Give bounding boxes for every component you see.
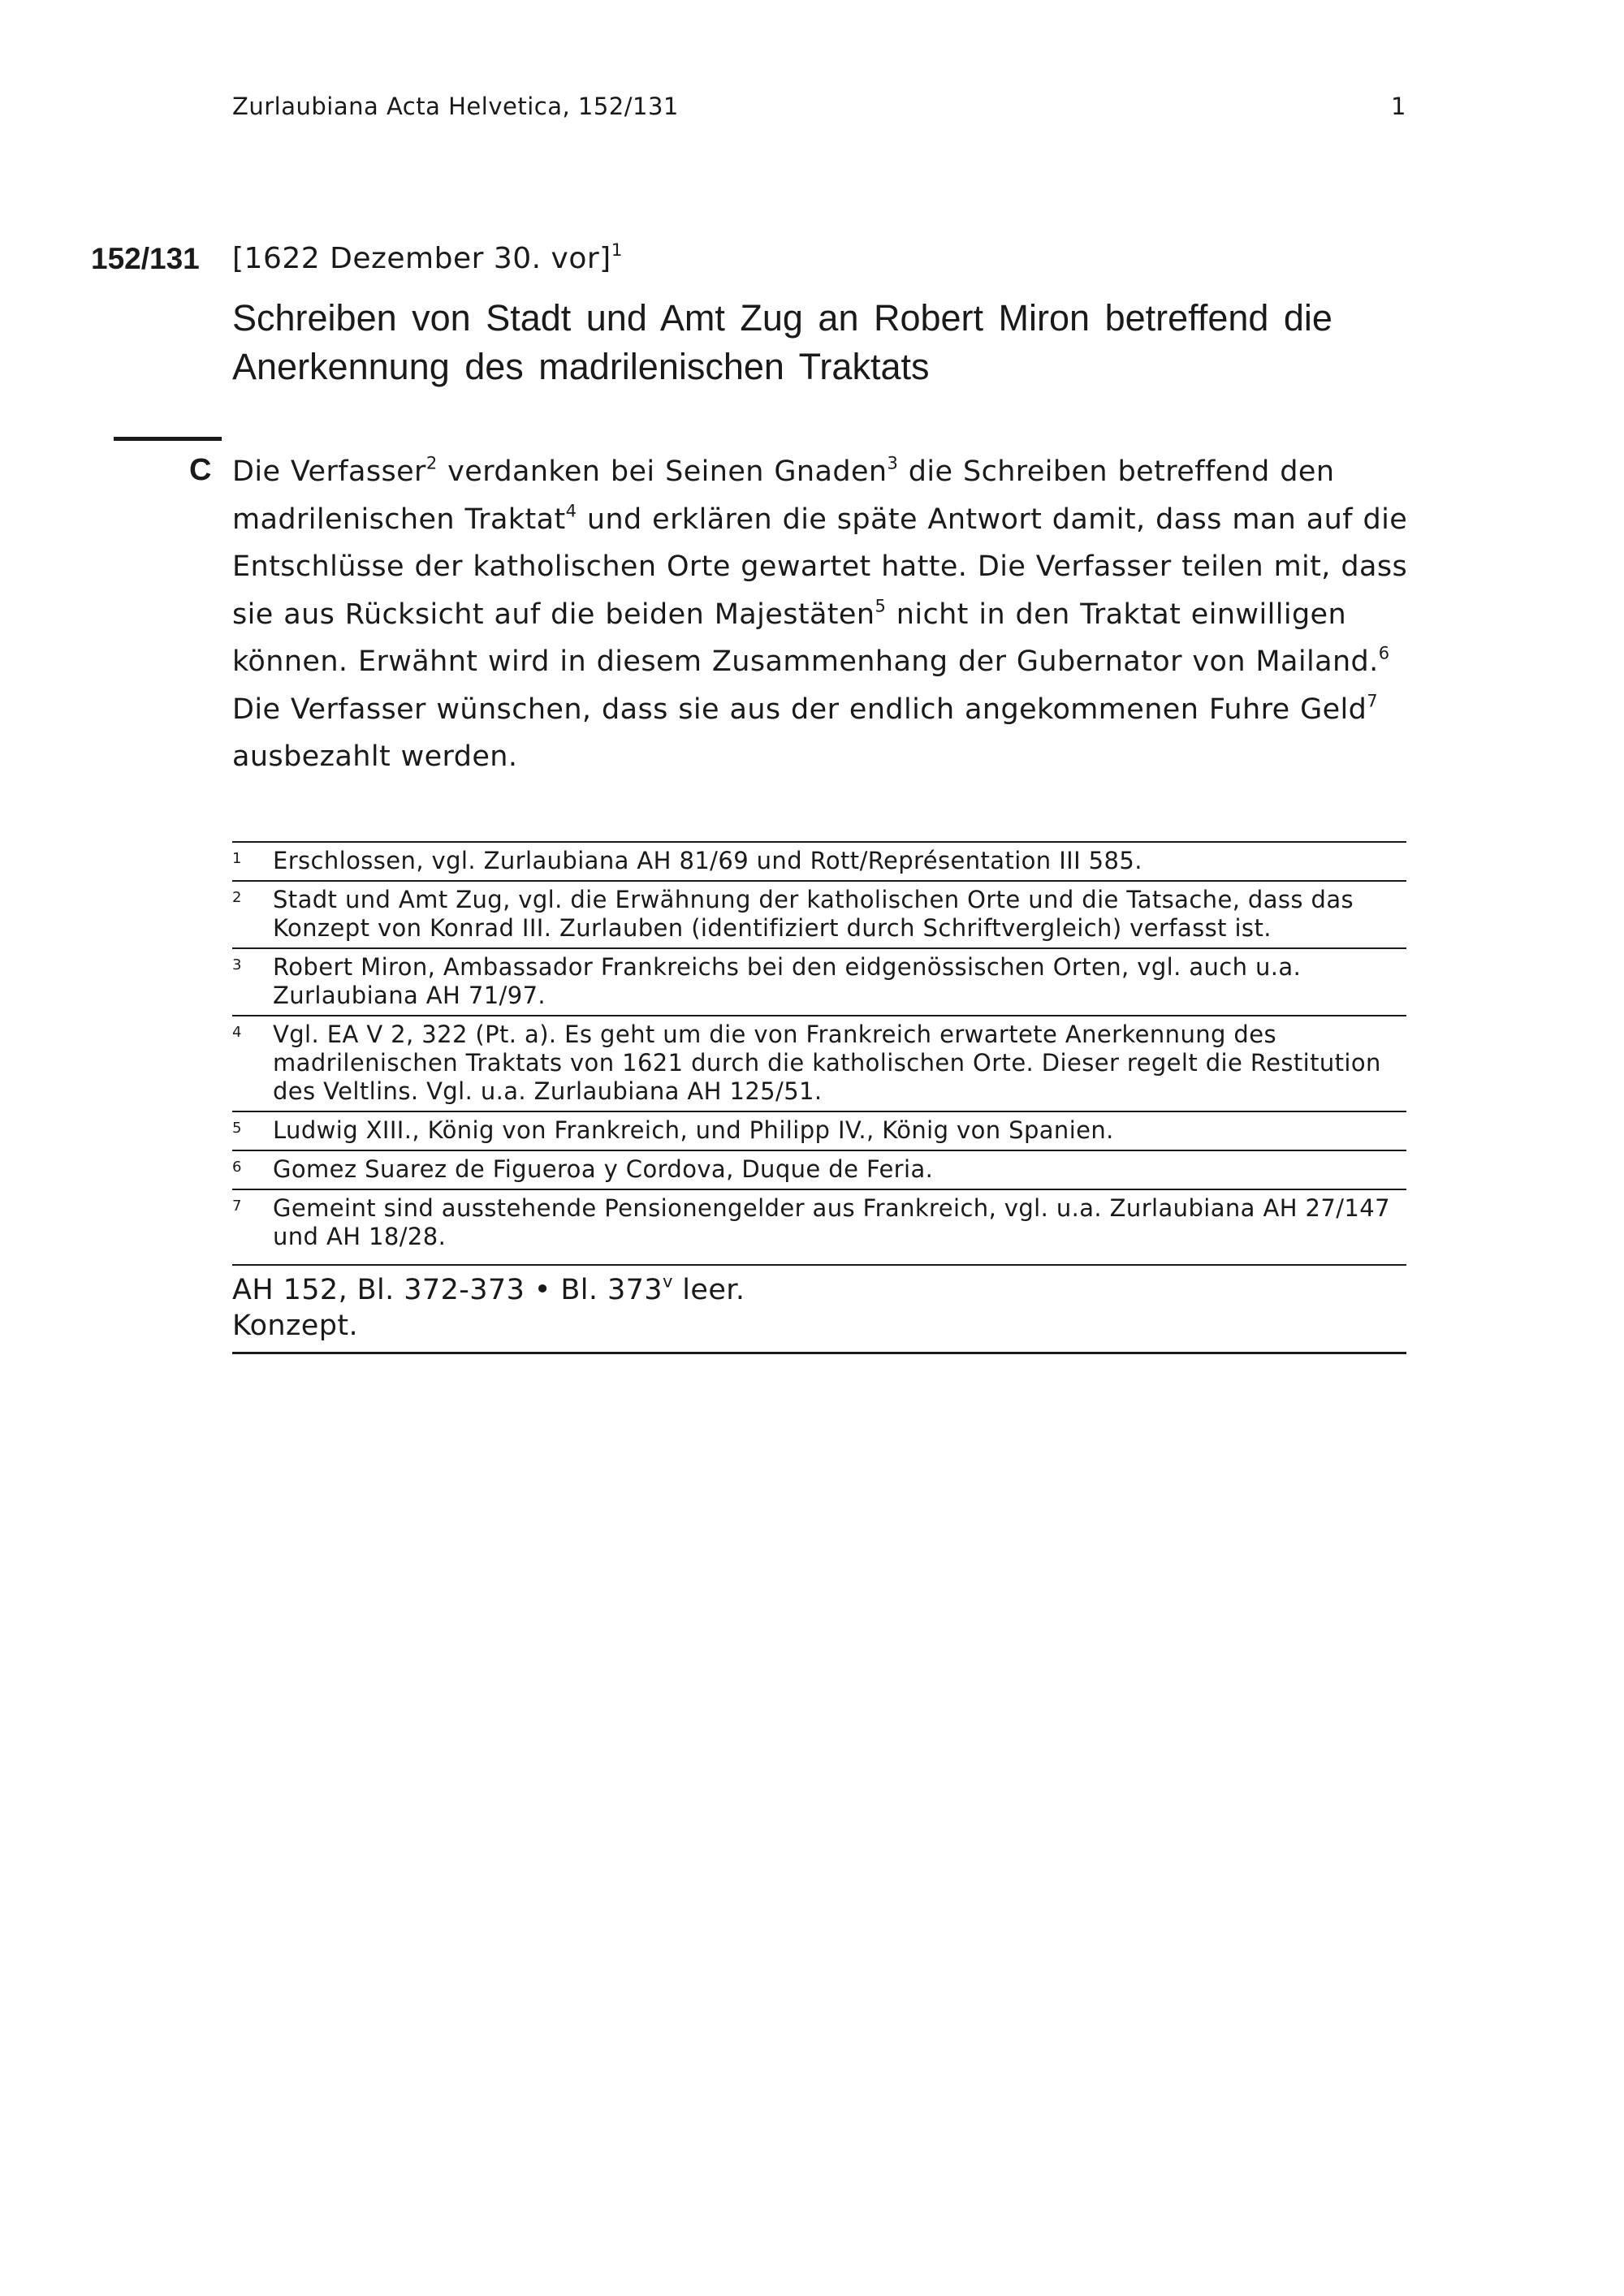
document-number: 152/131 <box>91 242 200 275</box>
summary-text: und erklären die späte Antwort damit, dass man auf die Entschlüsse der katholischen Orte gewartet hatte. Die Verfasser teilen mit, dass sie aus Rücksicht auf die beiden Majestäten <box>232 503 1408 631</box>
footnote-number: 5 <box>232 1120 242 1137</box>
document-marker: C <box>189 453 212 487</box>
document-date <box>232 242 623 275</box>
summary-text: die Schreiben betreffend den madrilenischen Traktat <box>232 455 1335 536</box>
footnote-text: Ludwig XIII., König von Frankreich, und Philipp IV., König von Spanien. <box>273 1116 1114 1144</box>
footnote-text: Robert Miron, Ambassador Frankreichs bei den eidgenössischen Orten, vgl. auch u.a. Zurlaubiana AH 71/97. <box>273 953 1302 1009</box>
summary-text: ausbezahlt werden. <box>232 740 518 773</box>
footnote-text: Vgl. EA V 2, 322 (Pt. a). Es geht um die von Frankreich erwartete Anerkennung des madrilenischen Traktats von 1621 durch die katholischen Orte. Dieser regelt die Restitution des Veltlins. Vgl. u.a. Zurlaubiana AH 125/51. <box>273 1021 1381 1105</box>
footnotes <box>232 841 1406 1354</box>
footnote-text: Stadt und Amt Zug, vgl. die Erwähnung der katholischen Orte und die Tatsache, dass das Konzept von Konrad III. Zurlauben (identifiziert durch Schriftvergleich) verfasst ist. <box>273 886 1354 942</box>
footnote-ref[interactable]: 1 <box>611 240 623 261</box>
footnote-text: Gemeint sind ausstehende Pensionengelder aus Frankreich, vgl. u.a. Zurlaubiana AH 27/147 und AH 18/28. <box>273 1194 1390 1250</box>
running-head <box>232 93 1406 125</box>
document-title: Schreiben von Stadt und Amt Zug an Robert Miron betreffend die Anerkennung des madrilenischen Traktats <box>232 297 1332 387</box>
source-location-text: AH 152, Bl. 372-373 • Bl. 373 <box>232 1274 663 1306</box>
summary-text: Die Verfasser wünschen, dass sie aus der endlich angekommenen Fuhre Geld <box>232 693 1367 726</box>
document-date-text: [1622 Dezember 30. vor] <box>232 242 611 275</box>
footnote-ref[interactable]: 6 <box>1378 643 1390 663</box>
footnote-ref[interactable]: 4 <box>565 500 577 520</box>
source-type: Konzept. <box>232 1310 358 1342</box>
footnote <box>232 841 1406 880</box>
footnote-number: 7 <box>232 1198 242 1215</box>
summary-paragraph <box>232 448 1426 781</box>
footnote <box>232 880 1406 947</box>
running-head-title: Zurlaubiana Acta Helvetica, 152/131 <box>232 93 679 120</box>
footnote-number: 4 <box>232 1024 242 1041</box>
footnote-number: 1 <box>232 850 242 867</box>
page-number: 1 <box>1391 93 1406 120</box>
source-location <box>232 1272 1406 1308</box>
footnote-ref[interactable]: 5 <box>875 595 887 615</box>
footnote <box>232 947 1406 1015</box>
marker-rule <box>114 437 222 441</box>
summary-text: Die Verfasser <box>232 455 426 488</box>
source-location-suffix: leer. <box>672 1274 745 1306</box>
summary-text: nicht in den Traktat einwilligen können. Erwähnt wird in diesem Zusammenhang der Gubernator von Mailand. <box>232 598 1379 678</box>
footnote <box>232 1111 1406 1150</box>
footnote-text: Erschlossen, vgl. Zurlaubiana AH 81/69 und Rott/Représentation III 585. <box>273 847 1142 874</box>
footnote-number: 3 <box>232 956 242 973</box>
footnote-text: Gomez Suarez de Figueroa y Cordova, Duque de Feria. <box>273 1155 934 1183</box>
source-block <box>232 1264 1406 1354</box>
verso-mark: v <box>662 1271 673 1292</box>
footnote-number: 2 <box>232 889 242 906</box>
footnote <box>232 1015 1406 1111</box>
footnote-ref[interactable]: 3 <box>887 453 899 473</box>
footnote-ref[interactable]: 7 <box>1367 690 1379 710</box>
footnote <box>232 1150 1406 1189</box>
footnote-ref[interactable]: 2 <box>425 453 438 473</box>
footnote-number: 6 <box>232 1159 242 1176</box>
summary-text: verdanken bei Seinen Gnaden <box>437 455 888 488</box>
footnote <box>232 1189 1406 1256</box>
